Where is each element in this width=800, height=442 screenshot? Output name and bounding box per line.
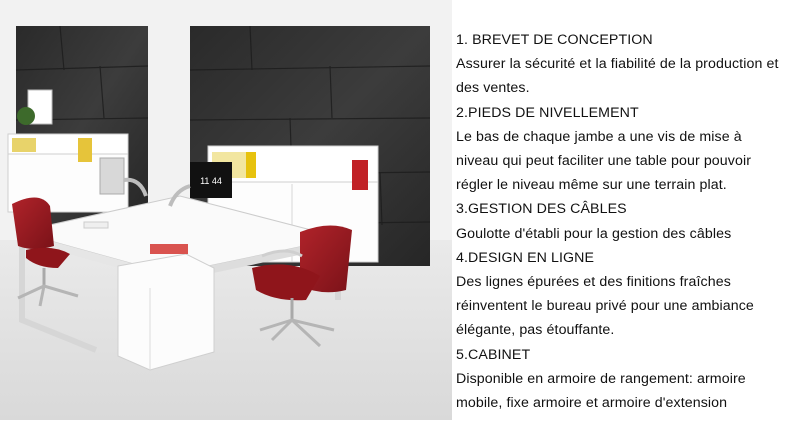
feature-heading-brevet: 1. BREVET DE CONCEPTION (456, 32, 653, 48)
feature-heading-cables: 3.GESTION DES CÂBLES (456, 201, 627, 218)
feature-body-line: des ventes. (456, 80, 530, 97)
mobile-pedestal (118, 254, 214, 370)
feature-heading-cabinet: 5.CABINET (456, 346, 531, 363)
feature-body-line: Des lignes épurées et des finitions fraîches (456, 274, 731, 291)
feature-heading-pieds: 2.PIEDS DE NIVELLEMENT (456, 104, 639, 121)
feature-body-line: Disponible en armoire de rangement: armoire (456, 370, 746, 387)
feature-body-line: Goulotte d'établi pour la gestion des câbles (456, 225, 732, 242)
feature-body-line: élégante, pas étouffante. (456, 322, 615, 339)
feature-body-line: Assurer la sécurité et la fiabilité de la production et (456, 56, 779, 73)
feature-heading-design: 4.DESIGN EN LIGNE (456, 249, 595, 266)
plant (17, 107, 35, 125)
monitor-clock: 11 44 (200, 176, 222, 186)
feature-body-line: Le bas de chaque jambe a une vis de mise à (456, 128, 742, 145)
book-stack (150, 244, 188, 254)
feature-body-line: mobile, fixe armoire et armoire d'extension (456, 395, 728, 412)
feature-body-line: réinventent le bureau privé pour une ambiance (456, 298, 754, 315)
feature-body-line: régler le niveau même sur une terrain plat. (456, 177, 727, 194)
feature-body-line: niveau qui peut faciliter une table pour pouvoir (456, 153, 752, 170)
keyboard (84, 222, 108, 228)
feature-list (456, 28, 800, 415)
monitor-left (100, 158, 124, 194)
